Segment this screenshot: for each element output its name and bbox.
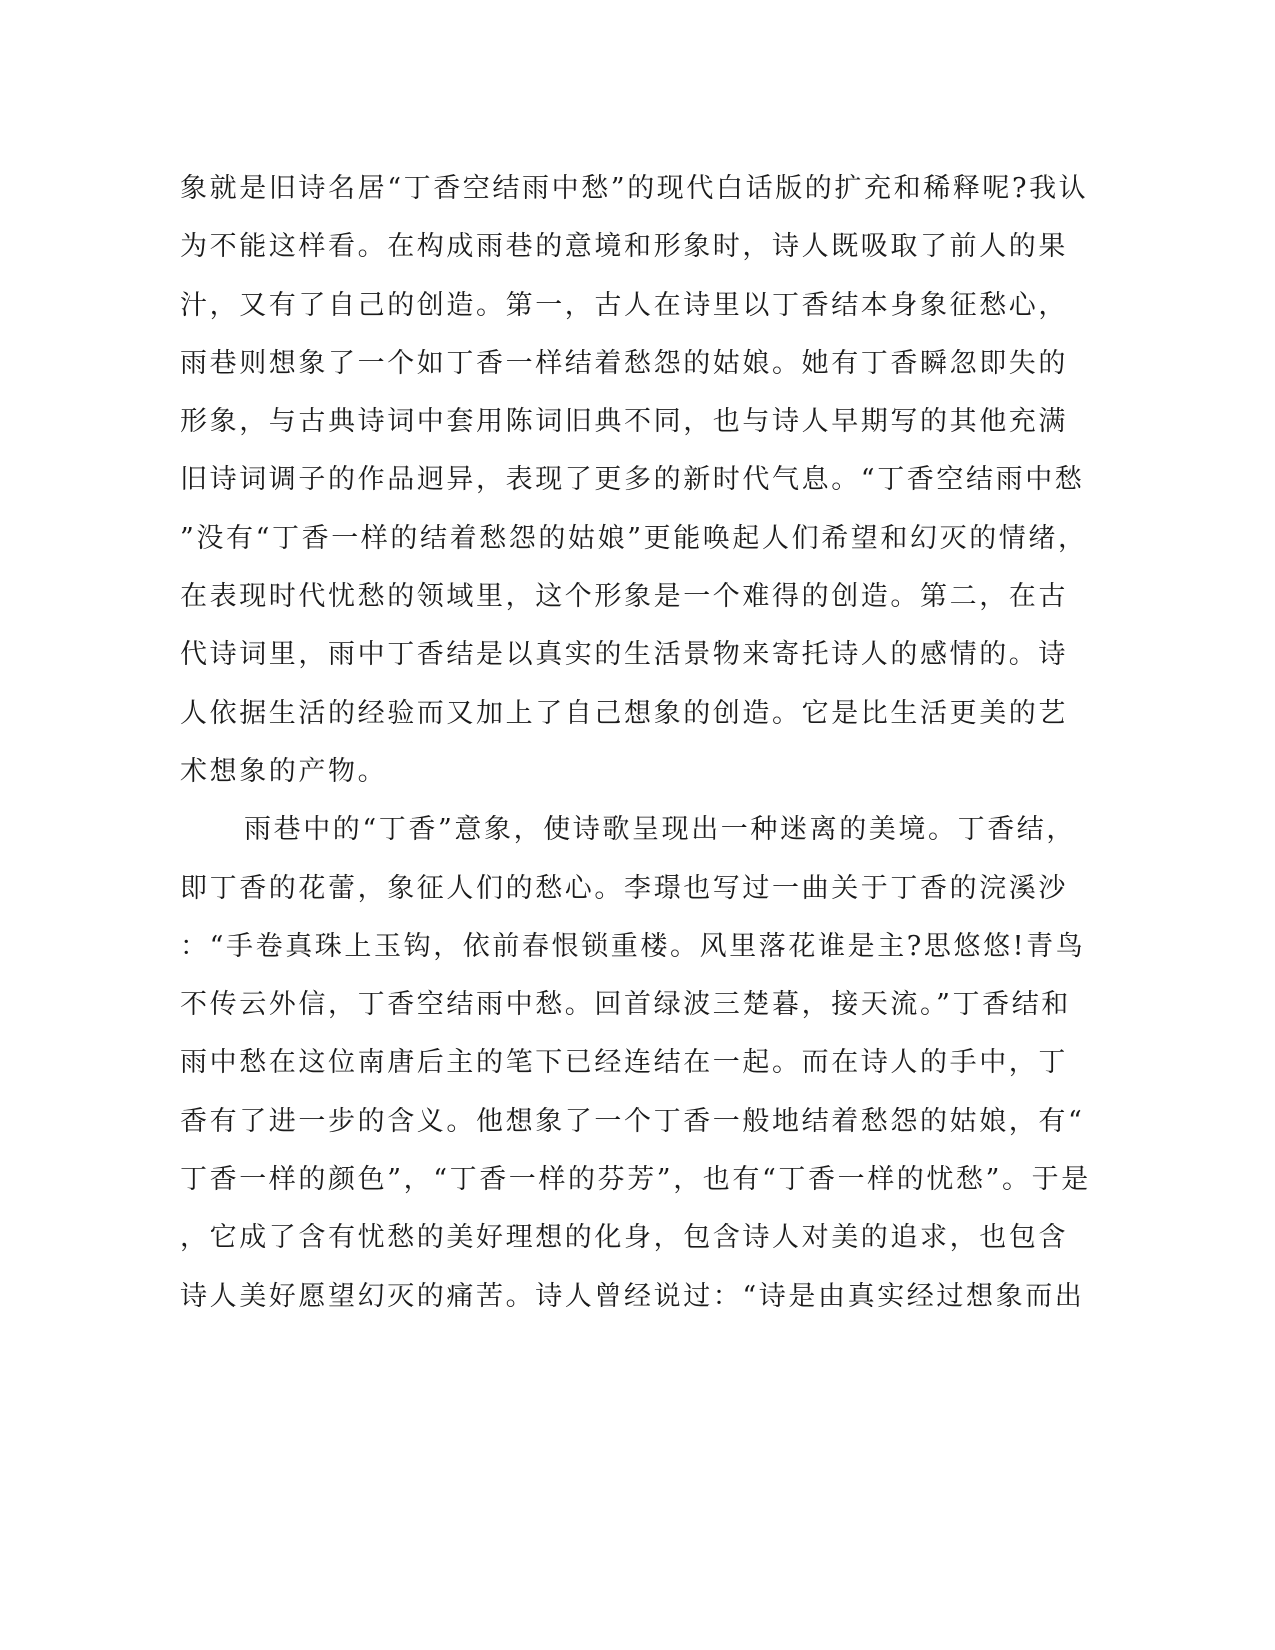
text-line: 术想象的产物。 [180,755,388,787]
text-line: 代诗词里，雨中丁香结是以真实的生活景物来寄托诗人的感情的。诗 [180,639,1068,671]
text-line: 诗人美好愿望幻灭的痛苦。诗人曾经说过：“诗是由真实经过想象而出 [180,1280,1085,1312]
text-line: 人依据生活的经验而又加上了自己想象的创造。它是比生活更美的艺 [180,697,1068,729]
text-line: 不传云外信，丁香空结雨中愁。回首绿波三楚暮，接天流。”丁香结和 [180,989,1071,1021]
text-line: 雨中愁在这位南唐后主的笔下已经连结在一起。而在诗人的手中，丁 [180,1047,1068,1079]
text-line: 雨巷则想象了一个如丁香一样结着愁怨的姑娘。她有丁香瞬忽即失的 [180,347,1068,379]
text-line: 旧诗词调子的作品迥异，表现了更多的新时代气息。“丁香空结雨中愁 [180,464,1085,496]
text-line: 在表现时代忧愁的领域里，这个形象是一个难得的创造。第二，在古 [180,581,1068,613]
text-line: 香有了进一步的含义。他想象了一个丁香一般地结着愁怨的姑娘，有“ [180,1105,1085,1137]
text-line: ：“手卷真珠上玉钩，依前春恨锁重楼。风里落花谁是主?思悠悠!青鸟 [180,930,1086,962]
text-line: 即丁香的花蕾，象征人们的愁心。李璟也写过一曲关于丁香的浣溪沙 [180,872,1068,904]
text-line: ，它成了含有忧愁的美好理想的化身，包含诗人对美的追求，也包含 [180,1222,1068,1254]
text-line: 汁，又有了自己的创造。第一，古人在诗里以丁香结本身象征愁心， [180,289,1068,321]
text-line: 形象，与古典诗词中套用陈词旧典不同，也与诗人早期写的其他充满 [180,406,1068,438]
text-line: 象就是旧诗名居“丁香空结雨中愁”的现代白话版的扩充和稀释呢?我认 [180,173,1089,204]
paragraph-start-line: 雨巷中的“丁香”意象，使诗歌呈现出一种迷离的美境。丁香结， [244,814,1077,846]
text-line: ”没有“丁香一样的结着愁怨的姑娘”更能唤起人们希望和幻灭的情绪， [180,522,1088,554]
text-line: 为不能这样看。在构成雨巷的意境和形象时，诗人既吸取了前人的果 [180,231,1068,263]
text-line: 丁香一样的颜色”，“丁香一样的芬芳”，也有“丁香一样的忧愁”。于是 [180,1164,1091,1196]
body-text [180,160,1091,1326]
